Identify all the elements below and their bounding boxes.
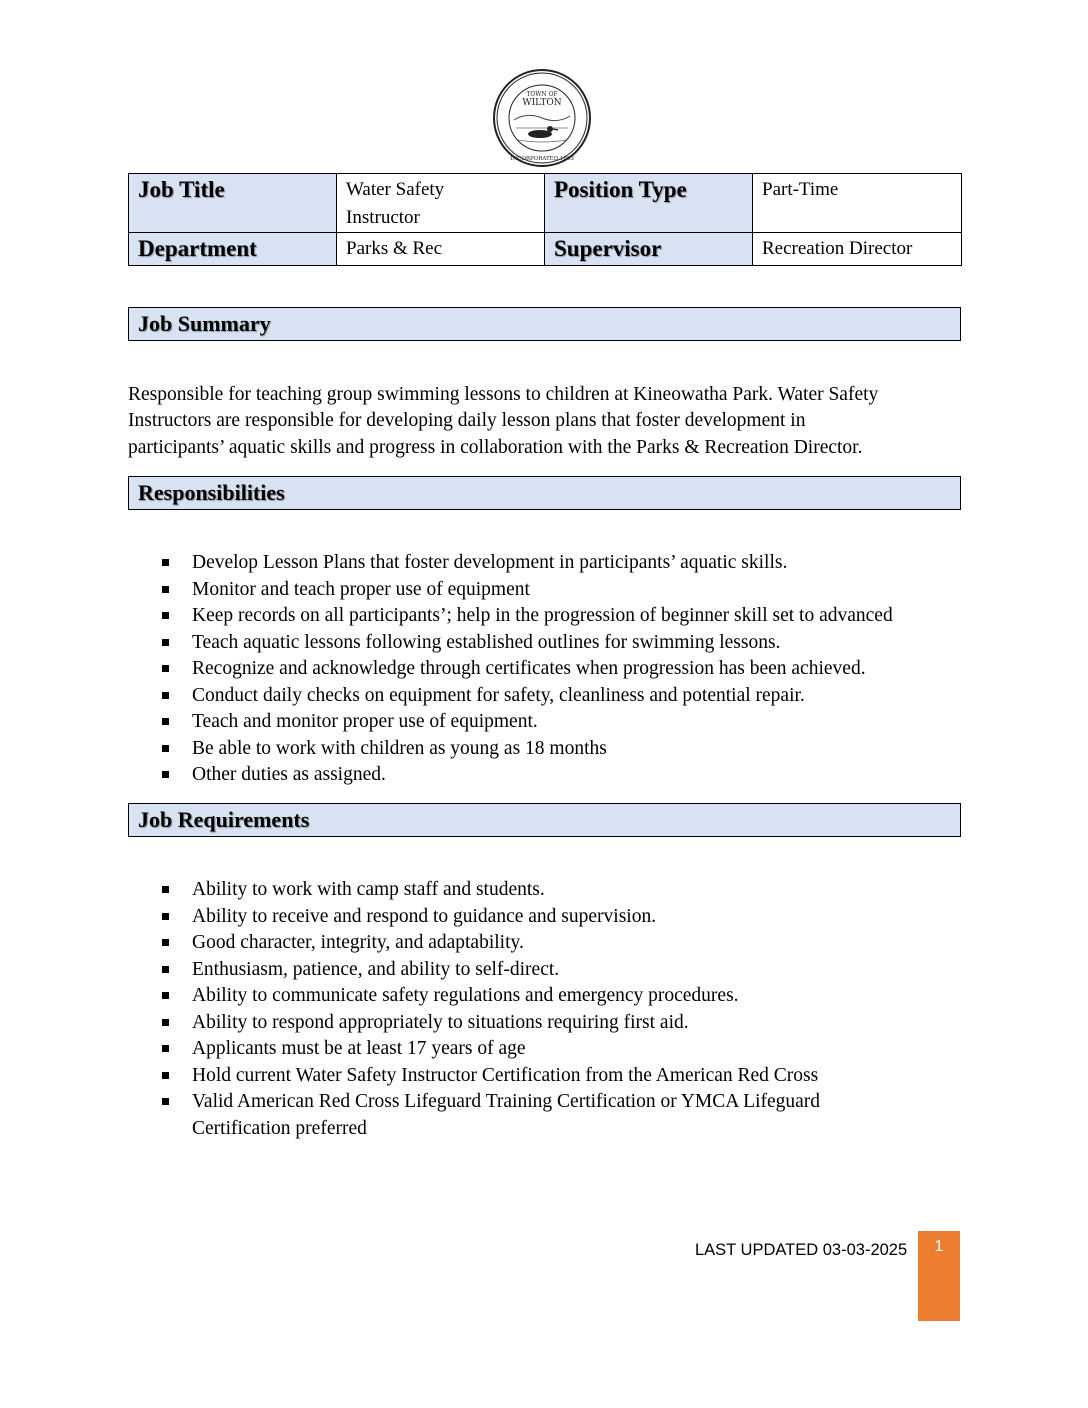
svg-text:WILTON: WILTON: [522, 98, 562, 108]
list-item-text: Enthusiasm, patience, and ability to self-direct.: [192, 958, 560, 980]
list-item-text: Hold current Water Safety Instructor Certification from the American Red Cross: [192, 1064, 819, 1086]
department-label: Department: [129, 233, 337, 266]
bullet-square-icon: [162, 745, 169, 752]
list-item-text: Applicants must be at least 17 years of age: [192, 1038, 526, 1059]
summary-line: participants’ aquatic skills and progress in collaboration with the Parks & Recreation Director.: [128, 436, 863, 458]
info-row-2: [129, 233, 962, 266]
last-updated-footer: LAST UPDATED 03-03-2025: [695, 1241, 908, 1259]
job-summary-paragraph: [128, 382, 963, 461]
supervisor-value: Recreation Director: [753, 233, 962, 266]
list-item-text: Recognize and acknowledge through certificates when progression has been achieved.: [192, 658, 866, 679]
summary-line: Instructors are responsible for developing daily lesson plans that foster development in: [128, 410, 806, 432]
list-item: [160, 736, 970, 763]
bullet-square-icon: [162, 913, 169, 920]
list-item: [160, 630, 970, 657]
town-seal-logo: [492, 68, 592, 168]
bullet-square-icon: [162, 1045, 169, 1052]
bullet-square-icon: [162, 939, 169, 946]
bullet-square-icon: [162, 586, 169, 593]
job-info-table: [128, 173, 962, 266]
job-requirements-heading-text: Job Requirements: [138, 807, 310, 832]
supervisor-label: Supervisor: [545, 233, 753, 266]
job-title-value-line1: Water Safety: [346, 179, 445, 200]
info-row-1: [129, 174, 962, 233]
list-item-text: Ability to work with camp staff and students.: [192, 879, 545, 900]
list-item-text: Keep records on all participants’; help in the progression of beginner skill set to advanced: [192, 605, 893, 626]
list-item: [160, 683, 970, 710]
bullet-square-icon: [162, 559, 169, 566]
list-item: [160, 656, 970, 683]
list-item-text-line1: Valid American Red Cross Lifeguard Training Certification or YMCA Lifeguard: [192, 1091, 821, 1112]
position-type-label: Position Type: [545, 174, 753, 233]
list-item-text: Ability to communicate safety regulations and emergency procedures.: [192, 985, 739, 1006]
list-item-text: Good character, integrity, and adaptability.: [192, 932, 524, 953]
list-item-text: Develop Lesson Plans that foster development in participants’ aquatic skills.: [192, 552, 788, 573]
job-summary-heading-text: Job Summary: [138, 311, 271, 336]
bullet-square-icon: [162, 639, 169, 646]
list-item-text: Conduct daily checks on equipment for safety, cleanliness and potential repair.: [192, 684, 805, 706]
list-item: [160, 930, 970, 957]
department-value: Parks & Rec: [337, 233, 545, 266]
bullet-square-icon: [162, 771, 169, 778]
list-item: [160, 577, 970, 604]
list-item: [160, 877, 970, 904]
list-item-text: Ability to respond appropriately to situations requiring first aid.: [192, 1011, 689, 1033]
bullet-square-icon: [162, 718, 169, 725]
bullet-square-icon: [162, 992, 169, 999]
summary-line: Responsible for teaching group swimming lessons to children at Kineowatha Park. Water Safety: [128, 384, 879, 405]
job-title-value-line2: Instructor: [346, 207, 420, 228]
position-type-value: Part-Time: [753, 174, 962, 233]
list-item-text: Ability to receive and respond to guidance and supervision.: [192, 905, 657, 927]
bullet-square-icon: [162, 612, 169, 619]
list-item: [160, 957, 970, 984]
bullet-square-icon: [162, 665, 169, 672]
list-item: [160, 1089, 970, 1142]
bullet-square-icon: [162, 692, 169, 699]
list-item: [160, 983, 970, 1010]
requirements-list: [160, 877, 970, 1142]
job-requirements-heading: [128, 803, 961, 837]
bullet-square-icon: [162, 966, 169, 973]
list-item: [160, 550, 970, 577]
list-item: [160, 709, 970, 736]
page-number-badge: 1: [918, 1231, 960, 1321]
bullet-square-icon: [162, 886, 169, 893]
list-item-text: Teach aquatic lessons following established outlines for swimming lessons.: [192, 631, 781, 653]
list-item: [160, 603, 970, 630]
responsibilities-heading: [128, 476, 961, 510]
list-item-text: Teach and monitor proper use of equipment.: [192, 711, 538, 732]
list-item-text-line2: Certification preferred: [192, 1117, 367, 1139]
bullet-square-icon: [162, 1019, 169, 1026]
bullet-square-icon: [162, 1098, 169, 1105]
job-title-label: Job Title: [129, 174, 337, 233]
list-item: [160, 762, 970, 789]
list-item: [160, 904, 970, 931]
svg-text:TOWN OF: TOWN OF: [526, 91, 558, 98]
responsibilities-list: [160, 550, 970, 789]
list-item-text: Be able to work with children as young as 18 months: [192, 737, 607, 759]
responsibilities-heading-text: Responsibilities: [138, 480, 285, 505]
list-item: [160, 1063, 970, 1090]
list-item: [160, 1010, 970, 1037]
job-summary-heading: [128, 307, 961, 341]
svg-text:INCORPORATED 1803: INCORPORATED 1803: [510, 156, 574, 162]
list-item: [160, 1036, 970, 1063]
list-item-text: Other duties as assigned.: [192, 764, 386, 785]
list-item-text: Monitor and teach proper use of equipment: [192, 578, 530, 600]
bullet-square-icon: [162, 1072, 169, 1079]
job-title-value: [337, 174, 545, 233]
